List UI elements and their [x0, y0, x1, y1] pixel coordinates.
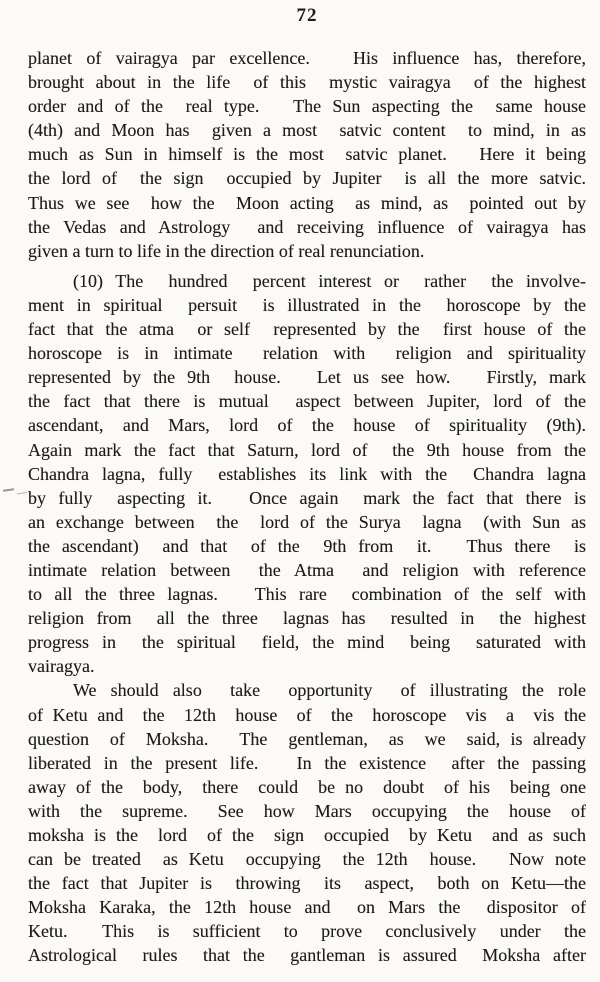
text-line: brought about in the life of this mystic vairagya of the highest [28, 72, 586, 93]
text-line: the Vedas and Astrology and receiving influence of vairagya has [28, 216, 586, 237]
text-line: religion from all the three lagnas has resulted in the highest [28, 608, 586, 629]
text-line: away of the body, there could be no doubt of his being one [28, 776, 586, 797]
text-line: ascendant, and Mars, lord of the house of spirituality (9th). [28, 415, 586, 436]
text-line: with the supreme. See how Mars occupying the house of [28, 800, 586, 821]
scan-artifact-mark [3, 488, 14, 492]
text-line: Thus we see how the Moon acting as mind, as pointed out by [28, 192, 586, 213]
text-line: the fact that Jupiter is throwing its aspect, both on Ketu—the [28, 873, 586, 894]
text-line: to all the three lagnas. This rare combination of the self with [28, 584, 586, 605]
text-line: Astrological rules that the gantleman is assured Moksha after [28, 945, 586, 966]
text-line: Chandra lagna, fully establishes its link with the Chandra lagna [28, 463, 586, 484]
text-line: an exchange between the lord of the Surya lagna (with Sun as [28, 511, 586, 532]
text-line: moksha is the lord of the sign occupied by Ketu and as such [28, 825, 586, 845]
paragraph [28, 269, 586, 679]
text-line: ment in spiritual persuit is illustrated in the horoscope by the [28, 294, 586, 315]
text-line: represented by the 9th house. Let us see how. Firstly, mark [28, 367, 586, 388]
text-line: (4th) and Moon has given a most satvic content to mind, in as [28, 120, 586, 141]
text-line: vairagya. [28, 656, 95, 677]
text-line: fact that the atma or self represented by the first house of the [28, 319, 586, 340]
text-line: of Ketu and the 12th house of the horoscope vis a vis the [28, 704, 586, 725]
text-line: question of Moksha. The gentleman, as we said, is already [28, 728, 586, 749]
text-line: progress in the spiritual field, the mind being saturated with [28, 632, 586, 653]
text-line: much as Sun in himself is the most satvic planet. Here it being [28, 144, 586, 165]
text-line: the lord of the sign occupied by Jupiter is all the more satvic. [28, 168, 586, 189]
text-line: liberated in the present life. In the existence after the passing [28, 752, 586, 773]
paragraph [28, 678, 586, 967]
text-line: order and of the real type. The Sun aspecting the same house [28, 96, 586, 117]
text-line: horoscope is in intimate relation with religion and spirituality [28, 343, 586, 364]
text-line: We should also take opportunity of illustrating the role [73, 680, 586, 701]
text-line: Moksha Karaka, the 12th house and on Mars the dispositor of [28, 897, 586, 918]
text-line: Ketu. This is sufficient to prove conclusively under the [28, 921, 586, 942]
text-line: the fact that there is mutual aspect between Jupiter, lord of the [28, 391, 586, 412]
text-line: (10) The hundred percent interest or rather the involve- [73, 270, 586, 291]
text-line: can be treated as Ketu occupying the 12th house. Now note [28, 849, 586, 870]
page-number: 72 [296, 5, 318, 26]
body-text [28, 46, 586, 968]
text-line: the ascendant) and that of the 9th from it. Thus there is [28, 535, 586, 556]
paragraph [28, 46, 586, 263]
text-line: Again mark the fact that Saturn, lord of the 9th house from the [28, 439, 586, 460]
text-line: given a turn to life in the direction of real renunciation. [28, 240, 425, 261]
text-line: intimate relation between the Atma and religion with reference [28, 559, 586, 580]
text-line: by fully aspecting it. Once again mark the fact that there is [28, 487, 586, 508]
text-line: planet of vairagya par excellence. His influence has, therefore, [28, 48, 586, 68]
